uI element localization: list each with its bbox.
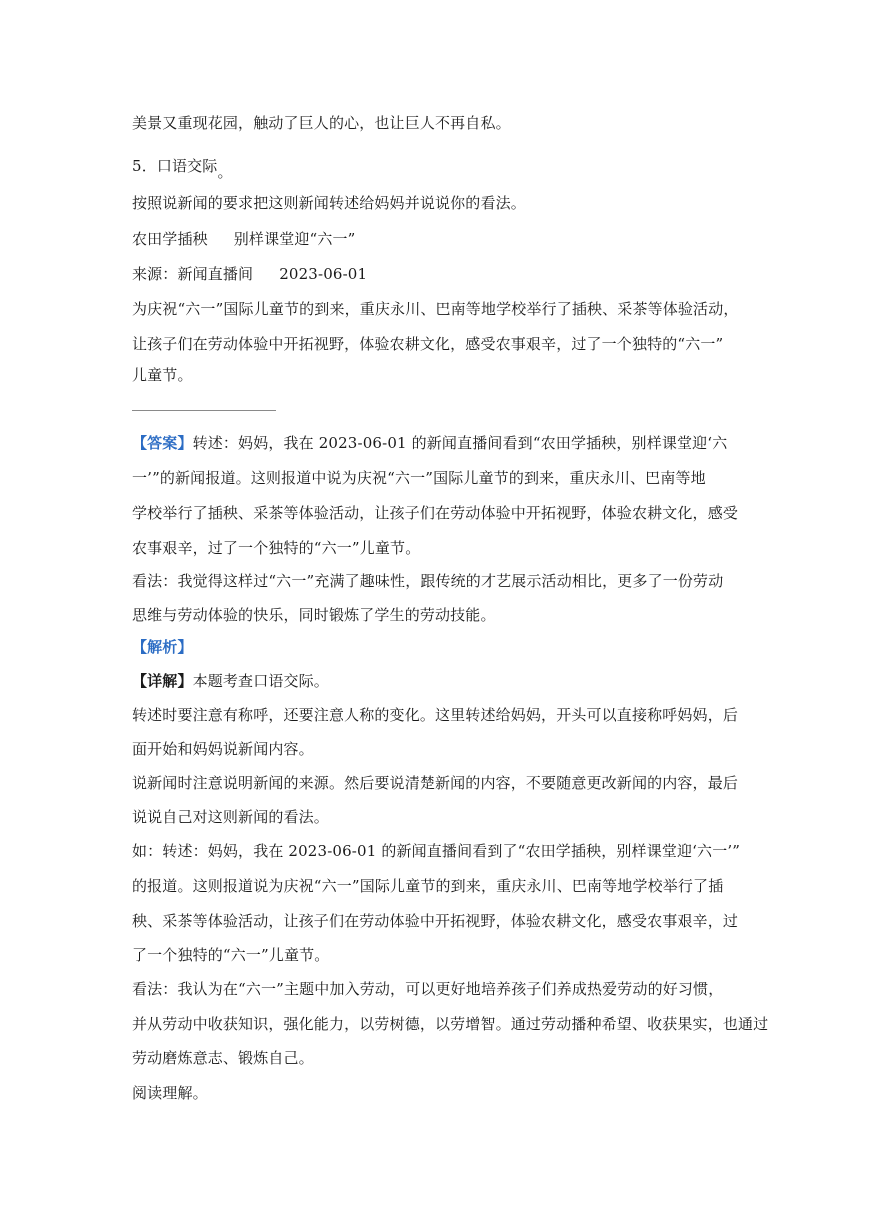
news-body-line: 让孩子们在劳动体验中开拓视野，体验农耕文化，感受农事艰辛，过了一个独特的“六一” (132, 335, 724, 353)
answer-line: 思维与劳动体验的快乐，同时锻炼了学生的劳动技能。 (132, 606, 496, 624)
answer-line: 学校举行了插秧、采茶等体验活动，让孩子们在劳动体验中开拓视野，体验农耕文化，感受 (132, 504, 739, 522)
analysis-line: 并从劳动中收获知识，强化能力，以劳树德，以劳增智。通过劳动播种希望、收获果实，也通过 (132, 1015, 769, 1033)
detail-line (132, 670, 329, 691)
analysis-line: 说新闻时注意说明新闻的来源。然后要说清楚新闻的内容，不要随意更改新闻的内容，最后 (132, 774, 739, 792)
heading-period: 。 (217, 163, 233, 181)
news-source-label: 来源：新闻直播间 (132, 265, 254, 283)
news-title-part-b: 别样课堂迎“六一” (233, 230, 356, 248)
answer-text: 转述：妈妈，我在 2023-06-01 的新闻直播间看到“农田学插秧，别样课堂迎‘六 (192, 434, 728, 452)
question-heading (132, 155, 233, 181)
analysis-line: 如：转述：妈妈，我在 2023-06-01 的新闻直播间看到了“农田学插秧，别样课堂迎‘六一’” (132, 842, 741, 860)
divider-rule (132, 410, 276, 411)
news-source-date: 2023-06-01 (279, 265, 368, 283)
news-body-line: 为庆祝“六一”国际儿童节的到来，重庆永川、巴南等地学校举行了插秧、采茶等体验活动， (132, 300, 739, 318)
news-title-part-a: 农田学插秧 (132, 230, 208, 248)
analysis-tag: 【解析】 (132, 638, 193, 656)
answer-line: 看法：我觉得这样过“六一”充满了趣味性，跟传统的才艺展示活动相比，更多了一份劳动 (132, 572, 724, 590)
analysis-line: 看法：我认为在“六一”主题中加入劳动，可以更好地培养孩子们养成热爱劳动的好习惯， (132, 980, 724, 998)
question-instruction: 按照说新闻的要求把这则新闻转述给妈妈并说说你的看法。 (132, 194, 526, 212)
analysis-line: 面开始和妈妈说新闻内容。 (132, 740, 314, 758)
detail-tag: 【详解】 (132, 672, 193, 690)
news-body-line: 儿童节。 (132, 366, 193, 384)
answer-line: 一’”的新闻报道。这则报道中说为庆祝“六一”国际儿童节的到来，重庆永川、巴南等地 (132, 469, 706, 487)
answer-tag: 【答案】 (132, 434, 193, 452)
answer-line: 农事艰辛，过了一个独特的“六一”儿童节。 (132, 539, 421, 557)
prev-answer-line: 美景又重现花园，触动了巨人的心，也让巨人不再自私。 (132, 114, 511, 132)
analysis-line: 劳动磨炼意志、锻炼自己。 (132, 1049, 314, 1067)
analysis-line: 秧、采茶等体验活动，让孩子们在劳动体验中开拓视野，体验农耕文化，感受农事艰辛，过 (132, 912, 739, 930)
news-source (132, 263, 367, 284)
detail-text: 本题考查口语交际。 (192, 672, 329, 690)
analysis-line: 说说自己对这则新闻的看法。 (132, 808, 329, 826)
next-section-heading: 阅读理解。 (132, 1084, 208, 1102)
answer-line (132, 432, 727, 453)
analysis-line: 的报道。这则报道说为庆祝“六一”国际儿童节的到来，重庆永川、巴南等地学校举行了插 (132, 877, 724, 895)
analysis-line: 转述时要注意有称呼，还要注意人称的变化。这里转述给妈妈，开头可以直接称呼妈妈，后 (132, 706, 739, 724)
news-title (132, 228, 355, 249)
analysis-line: 了一个独特的“六一”儿童节。 (132, 946, 330, 964)
question-number-title: 5．口语交际 (132, 157, 218, 175)
